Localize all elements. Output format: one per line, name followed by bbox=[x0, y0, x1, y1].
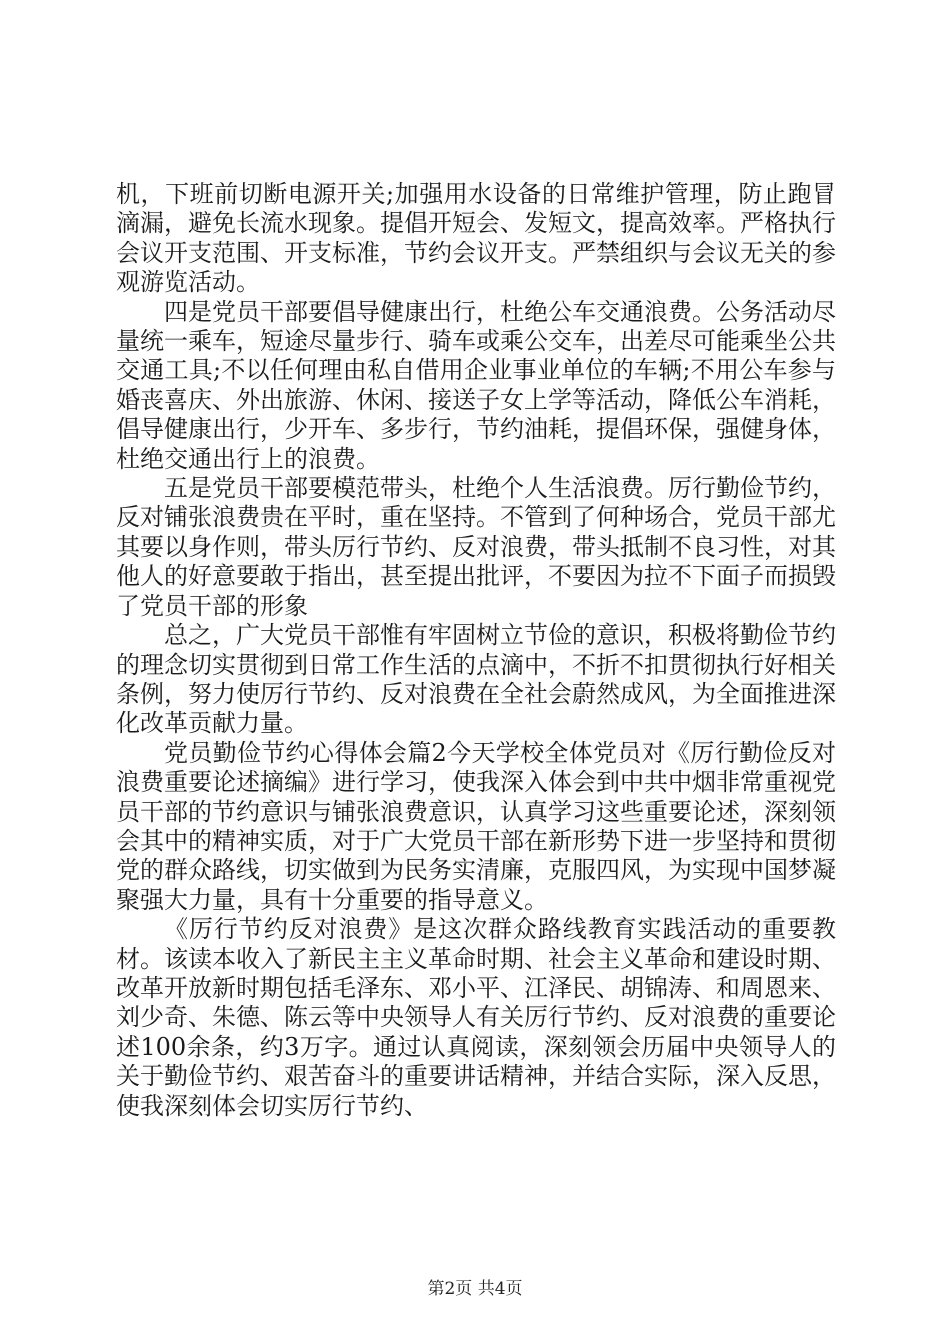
document-body bbox=[116, 180, 836, 1121]
paragraph-4: 总之，广大党员干部惟有牢固树立节俭的意识，积极将勤俭节约的理念切实贯彻到日常工作生活的点滴中，不折不扣贯彻执行好相关条例，努力使厉行节约、反对浪费在全社会蔚然成风，为全面推进深化改革贡献力量。 bbox=[116, 621, 836, 738]
paragraph-3: 五是党员干部要模范带头，杜绝个人生活浪费。厉行勤俭节约，反对铺张浪费贵在平时，重在坚持。不管到了何种场合，党员干部尤其要以身作则，带头厉行节约、反对浪费，带头抵制不良习性，对其他人的好意要敢于指出，甚至提出批评，不要因为拉不下面子而损毁了党员干部的形象 bbox=[116, 474, 836, 620]
paragraph-2: 四是党员干部要倡导健康出行，杜绝公车交通浪费。公务活动尽量统一乘车，短途尽量步行、骑车或乘公交车，出差尽可能乘坐公共交通工具;不以任何理由私自借用企业事业单位的车辆;不用公车参与婚丧喜庆、外出旅游、休闲、接送子女上学等活动，降低公车消耗，倡导健康出行，少开车、多步行，节约油耗，提倡环保，强健身体，杜绝交通出行上的浪费。 bbox=[116, 297, 836, 473]
paragraph-6: 《厉行节约反对浪费》是这次群众路线教育实践活动的重要教材。该读本收入了新民主主义革命时期、社会主义革命和建设时期、改革开放新时期包括毛泽东、邓小平、江泽民、胡锦涛、和周恩来、刘少奇、朱德、陈云等中央领导人有关厉行节约、反对浪费的重要论述100余条，约3万字。通过认真阅读，深刻领会历届中央领导人的关于勤俭节约、艰苦奋斗的重要讲话精神，并结合实际，深入反思，使我深刻体会切实厉行节约、 bbox=[116, 915, 836, 1120]
paragraph-1: 机，下班前切断电源开关;加强用水设备的日常维护管理，防止跑冒滴漏，避免长流水现象。提倡开短会、发短文，提高效率。严格执行会议开支范围、开支标准，节约会议开支。严禁组织与会议无关的参观游览活动。 bbox=[116, 180, 836, 297]
page-footer: 第2页 共4页 bbox=[427, 1279, 523, 1299]
paragraph-5: 党员勤俭节约心得体会篇2今天学校全体党员对《厉行勤俭反对浪费重要论述摘编》进行学习，使我深入体会到中共中烟非常重视党员干部的节约意识与铺张浪费意识，认真学习这些重要论述，深刻领会其中的精神实质，对于广大党员干部在新形势下进一步坚持和贯彻党的群众路线，切实做到为民务实清廉，克服四风，为实现中国梦凝聚强大力量，具有十分重要的指导意义。 bbox=[116, 738, 836, 914]
